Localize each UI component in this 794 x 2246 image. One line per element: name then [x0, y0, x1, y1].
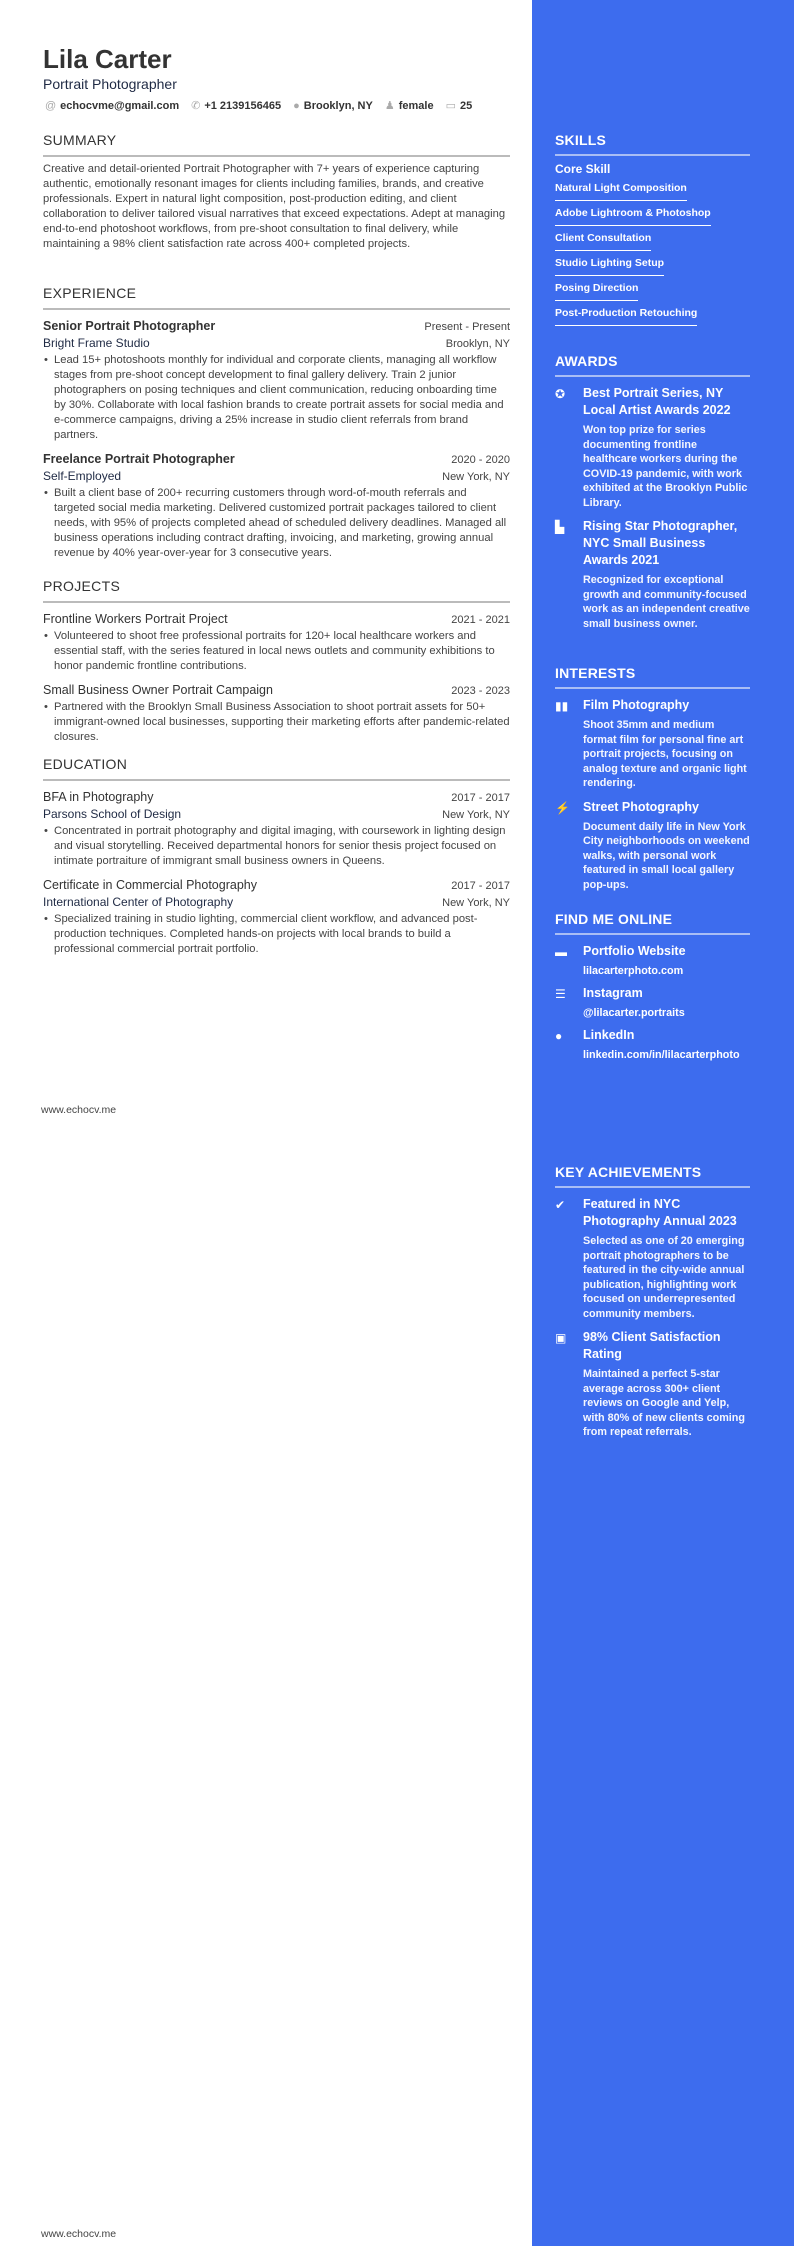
building-icon: ▣ [555, 1331, 567, 1345]
interest-title: Street Photography [583, 799, 699, 814]
achievement-title: Featured in NYC Photography Annual 2023 [583, 1197, 737, 1228]
education-item [43, 790, 510, 869]
company: Self-Employed [43, 469, 122, 483]
online-label: Portfolio Website [583, 944, 686, 958]
online-item[interactable] [555, 985, 750, 1019]
location: New York, NY [442, 471, 510, 483]
award-item [555, 518, 750, 631]
date-range: Present - Present [424, 321, 510, 333]
online-link[interactable]: @lilacarter.portraits [583, 1007, 685, 1019]
achievement-item [555, 1329, 750, 1440]
bullet: • Built a client base of 200+ recurring customers through word-of-mouth referrals and targeted social media marketing. Delivered customized portrait packages tailored to client needs, with 95% of projects completed ahead of scheduled delivery deadlines. Managed all business operations including contract drafting, invoicing, and marketing, growing annual revenue by 40% year-over-year for 3 consecutive years. [43, 486, 510, 561]
bullet: • Partnered with the Brooklyn Small Business Association to shoot portrait assets for 50+ immigrant-owned local businesses, supporting their marketing efforts after pandemic-related closures. [43, 700, 510, 745]
divider [43, 601, 510, 603]
section-heading: EDUCATION [43, 756, 128, 772]
bullet: • Lead 15+ photoshoots monthly for individual and corporate clients, managing all workflow stages from pre-shoot concept development to final gallery delivery. Train 2 junior photographers on posing techniques and client communication, reducing onboarding time by 30%. Collaborate with local fashion brands to create portrait assets for social media and e-commerce campaigns, driving a 25% increase in studio client referrals from brand partners. [43, 353, 510, 443]
divider [43, 308, 510, 310]
project-title: Frontline Workers Portrait Project [43, 612, 228, 626]
experience-section [43, 285, 510, 561]
candidate-title: Portrait Photographer [43, 76, 177, 92]
candidate-name: Lila Carter [43, 44, 172, 74]
achievement-description: Selected as one of 20 emerging portrait photographers to be featured in the city-wide annual publication, highlighting work focused on underrepresented community members. [583, 1235, 745, 1320]
interests-section [555, 665, 750, 892]
person-icon: ♟ [384, 100, 395, 112]
online-link[interactable]: linkedin.com/in/lilacarterphoto [583, 1049, 740, 1061]
sidebar-background [532, 0, 794, 2246]
experience-item [43, 319, 510, 443]
document-icon: ▙ [555, 520, 565, 534]
interest-title: Film Photography [583, 698, 690, 712]
section-heading: EXPERIENCE [43, 285, 137, 301]
bullet: • Concentrated in portrait photography and digital imaging, with coursework in lighting design and visual storytelling. Received departmental honors for senior thesis project focused on intimate portraiture of immigrant small business owners in Queens. [43, 824, 510, 869]
phone[interactable]: +1 2139156465 [204, 99, 282, 112]
linkedin-icon: ● [555, 1029, 563, 1043]
skill-item: Natural Light Composition [555, 182, 687, 201]
project-item [43, 612, 510, 674]
interest-item [555, 697, 750, 791]
bullet: • Specialized training in studio lighting, commercial client workflow, and advanced post-production techniques. Completed hands-on projects with local brands to build a professional commercial portrait portfolio. [43, 912, 510, 957]
online-section [555, 911, 750, 1061]
online-link[interactable]: lilacarterphoto.com [583, 965, 684, 977]
award-title: Best Portrait Series, NY Local Artist Awards 2022 [583, 386, 731, 417]
location: Brooklyn, NY [445, 338, 510, 350]
section-heading: FIND ME ONLINE [555, 911, 673, 927]
skill-group-title: Core Skill [555, 162, 611, 176]
date-range: 2023 - 2023 [451, 685, 510, 697]
lightning-icon: ⚡ [555, 800, 570, 815]
job-title: Freelance Portrait Photographer [43, 452, 235, 466]
achievements-section [555, 1164, 750, 1440]
divider [555, 933, 750, 935]
company: Bright Frame Studio [43, 336, 150, 350]
projects-section [43, 578, 510, 745]
interest-description: Shoot 35mm and medium format film for personal fine art portrait projects, focusing on analog texture and organic light rendering. [583, 719, 747, 789]
section-heading: SKILLS [555, 132, 606, 148]
achievement-title: 98% Client Satisfaction Rating [583, 1330, 721, 1361]
online-item[interactable] [555, 1027, 750, 1061]
location: New York, NY [442, 897, 510, 909]
skill-item: Studio Lighting Setup [555, 257, 664, 276]
footer-link[interactable]: www.echocv.me [41, 2228, 117, 2240]
online-label: Instagram [583, 986, 643, 1000]
date-range: 2017 - 2017 [451, 880, 510, 892]
lines-icon: ☰ [555, 987, 566, 1001]
awards-section [555, 353, 750, 631]
check-circle-icon: ✔ [555, 1198, 566, 1212]
skill-item: Post-Production Retouching [555, 307, 697, 326]
footer-link[interactable]: www.echocv.me [41, 1104, 117, 1116]
divider [43, 155, 510, 157]
divider [43, 779, 510, 781]
degree: BFA in Photography [43, 790, 154, 804]
skills-section [555, 132, 750, 326]
section-heading: SUMMARY [43, 132, 117, 148]
degree: Certificate in Commercial Photography [43, 878, 257, 892]
at-icon: @ [45, 99, 57, 112]
bullet: • Volunteered to shoot free professional portraits for 120+ local healthcare workers and essential staff, with the series featured in local news outlets and community exhibitions to honor pandemic frontline contributions. [43, 629, 510, 674]
award-icon: ✪ [555, 387, 566, 401]
section-heading: KEY ACHIEVEMENTS [555, 1164, 702, 1180]
date-range: 2017 - 2017 [451, 792, 510, 804]
skill-item: Posing Direction [555, 282, 638, 301]
divider [555, 1186, 750, 1188]
job-title: Senior Portrait Photographer [43, 319, 216, 333]
online-item[interactable] [555, 943, 750, 977]
section-heading: AWARDS [555, 353, 618, 369]
experience-item [43, 452, 510, 561]
online-label: LinkedIn [583, 1028, 635, 1042]
location: New York, NY [442, 809, 510, 821]
school: International Center of Photography [43, 895, 234, 909]
award-item [555, 385, 750, 510]
contact-row [43, 99, 510, 112]
section-heading: INTERESTS [555, 665, 636, 681]
divider [555, 687, 750, 689]
award-title: Rising Star Photographer, NYC Small Business Awards 2021 [583, 519, 738, 567]
award-description: Won top prize for series documenting frontline healthcare workers during the COVID-19 pandemic, with work exhibited at the Brooklyn Public Library. [583, 424, 748, 509]
location-icon: ● [293, 99, 300, 112]
interest-description: Document daily life in New York City neighborhoods on weekend walks, with personal work featured in small local gallery pop-ups. [583, 820, 750, 891]
divider [555, 154, 750, 156]
book-icon: ▮▮ [555, 699, 569, 713]
age: 25 [459, 99, 473, 112]
skill-item: Client Consultation [555, 232, 651, 251]
date-range: 2020 - 2020 [451, 454, 510, 466]
skill-item: Adobe Lightroom & Photoshop [555, 207, 711, 226]
interest-item [555, 799, 750, 893]
gender: female [398, 99, 434, 112]
card-icon: ▬ [555, 945, 567, 959]
project-item [43, 683, 510, 745]
location: Brooklyn, NY [303, 99, 373, 112]
phone-icon: ✆ [191, 100, 201, 112]
summary-text: Creative and detail-oriented Portrait Photographer with 7+ years of experience capturing authentic, emotionally resonant images for clients including families, brands, and creative professionals. Expert in natural light composition, post-production editing, and client collaboration to deliver tailored visual narratives that exceed expectations. Adept at managing end-to-end photoshoot workflows, from pre-shoot consultation to final delivery, while maintaining a 98% client satisfaction rate across 400+ completed projects. [43, 163, 506, 250]
award-description: Recognized for exceptional growth and community-focused work as an independent creative small business owner. [583, 574, 750, 630]
calendar-icon: ▭ [445, 100, 456, 112]
achievement-item [555, 1196, 750, 1321]
summary-section [43, 132, 510, 252]
date-range: 2021 - 2021 [451, 614, 510, 626]
divider [555, 375, 750, 377]
project-title: Small Business Owner Portrait Campaign [43, 683, 273, 697]
education-item [43, 878, 510, 957]
section-heading: PROJECTS [43, 578, 121, 594]
school: Parsons School of Design [43, 807, 182, 821]
achievement-description: Maintained a perfect 5-star average across 300+ client reviews on Google and Yelp, with 80% of new clients coming from repeat referrals. [583, 1368, 745, 1438]
email[interactable]: echocvme@gmail.com [60, 99, 180, 112]
education-section [43, 756, 510, 957]
